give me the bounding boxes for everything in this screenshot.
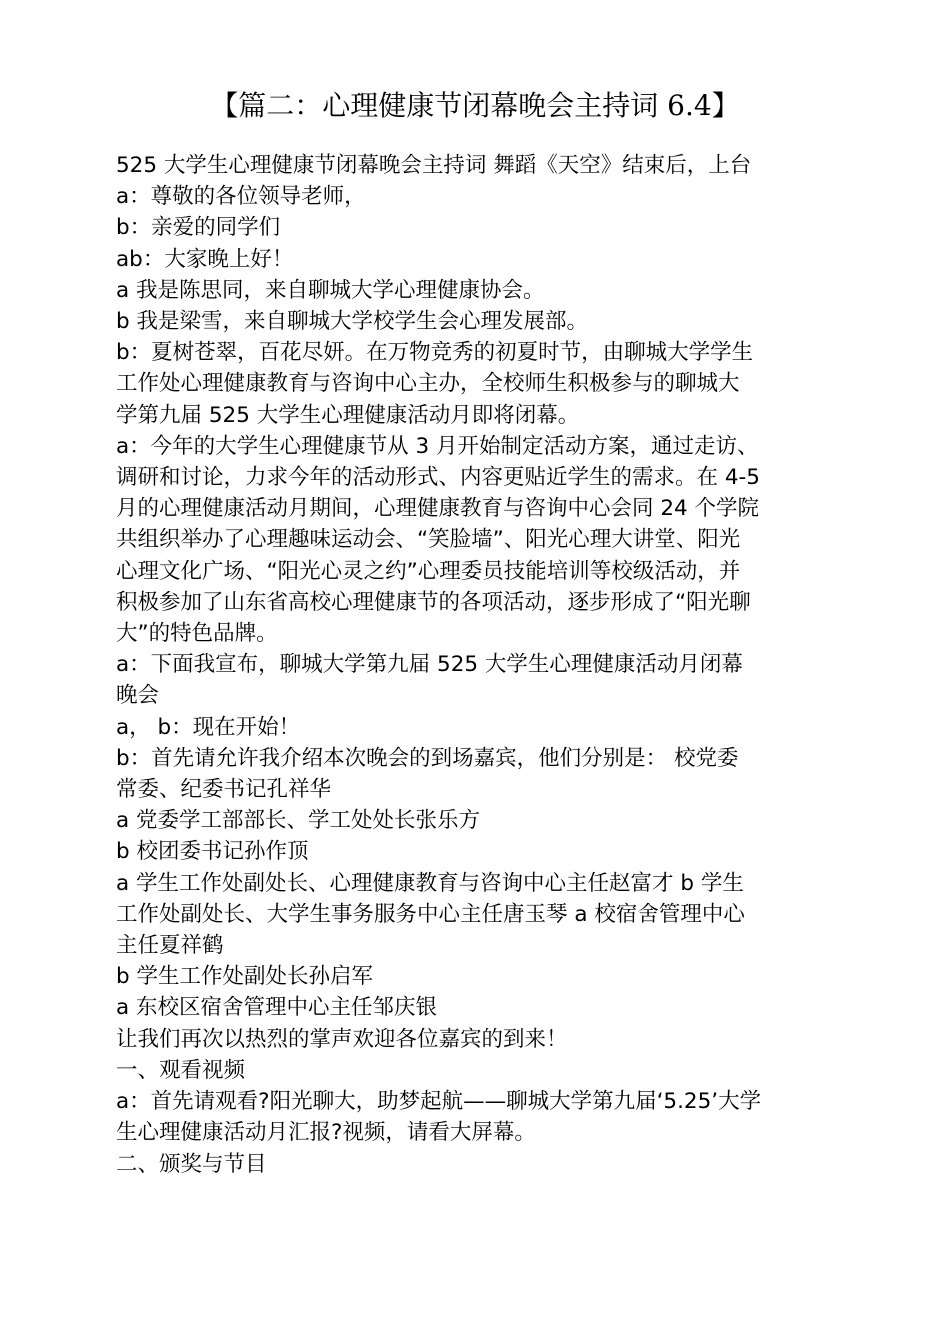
text-line: a 学生工作处副处长、心理健康教育与咨询中心主任赵富才 b 学生 — [116, 870, 744, 896]
text-line: a， b：现在开始！ — [116, 714, 301, 740]
text-line: 月的心理健康活动月期间，心理健康教育与咨询中心会同 24 个学院 — [116, 496, 760, 522]
text-line: a 东校区宿舍管理中心主任邹庆银 — [116, 995, 438, 1021]
text-line: 主任夏祥鹤 — [116, 933, 224, 959]
text-line: 心理文化广场、“阳光心灵之约”心理委员技能培训等校级活动，并 — [116, 558, 741, 584]
section-heading: 二、颁奖与节目 — [116, 1151, 267, 1177]
text-line: b：夏树苍翠，百花尽妍。在万物竞秀的初夏时节，由聊城大学学生 — [116, 340, 754, 366]
text-line: 生心理健康活动月汇报?视频，请看大屏幕。 — [116, 1120, 536, 1146]
document-title: 【篇二：心理健康节闭幕晚会主持词 6.4】 — [210, 89, 740, 122]
text-line: 学第九届 525 大学生心理健康活动月即将闭幕。 — [116, 402, 580, 428]
text-line: 调研和讨论，力求今年的活动形式、内容更贴近学生的需求。在 4-5 — [116, 465, 760, 491]
text-line: b：首先请允许我介绍本次晚会的到场嘉宾，他们分别是： 校党委 — [116, 745, 739, 771]
text-line: a 我是陈思同，来自聊城大学心理健康协会。 — [116, 277, 545, 303]
text-line: 大”的特色品牌。 — [116, 621, 278, 647]
text-line: 让我们再次以热烈的掌声欢迎各位嘉宾的到来！ — [116, 1026, 568, 1052]
section-heading: 一、观看视频 — [116, 1057, 246, 1083]
text-line: 常委、纪委书记孔祥华 — [116, 777, 332, 803]
text-line: 工作处心理健康教育与咨询中心主办，全校师生积极参与的聊城大 — [116, 371, 740, 397]
text-line: 积极参加了山东省高校心理健康节的各项活动，逐步形成了“阳光聊 — [116, 589, 751, 615]
text-line: b 学生工作处副处长孙启军 — [116, 964, 373, 990]
text-line: a：首先请观看?阳光聊大，助梦起航——聊城大学第九届‘5.25’大学 — [116, 1089, 762, 1115]
text-line: a：尊敬的各位领导老师， — [116, 184, 366, 210]
text-line: 工作处副处长、大学生事务服务中心主任唐玉琴 a 校宿舍管理中心 — [116, 901, 745, 927]
text-line: b 校团委书记孙作顶 — [116, 839, 309, 865]
text-line: b 我是梁雪，来自聊城大学校学生会心理发展部。 — [116, 309, 588, 335]
text-line: 525 大学生心理健康节闭幕晚会主持词 舞蹈《天空》结束后，上台 — [116, 153, 752, 178]
document-body — [116, 150, 838, 1180]
text-line: a 党委学工部部长、学工处处长张乐方 — [116, 808, 481, 834]
text-line: b：亲爱的同学们 — [116, 215, 281, 241]
text-line: a：下面我宣布，聊城大学第九届 525 大学生心理健康活动月闭幕 — [116, 652, 743, 678]
text-line: a：今年的大学生心理健康节从 3 月开始制定活动方案，通过走访、 — [116, 433, 759, 459]
text-line: 共组织举办了心理趣味运动会、“笑脸墙”、阳光心理大讲堂、阳光 — [116, 527, 741, 553]
text-line: 晚会 — [116, 683, 160, 709]
text-line: ab：大家晚上好！ — [116, 246, 294, 272]
